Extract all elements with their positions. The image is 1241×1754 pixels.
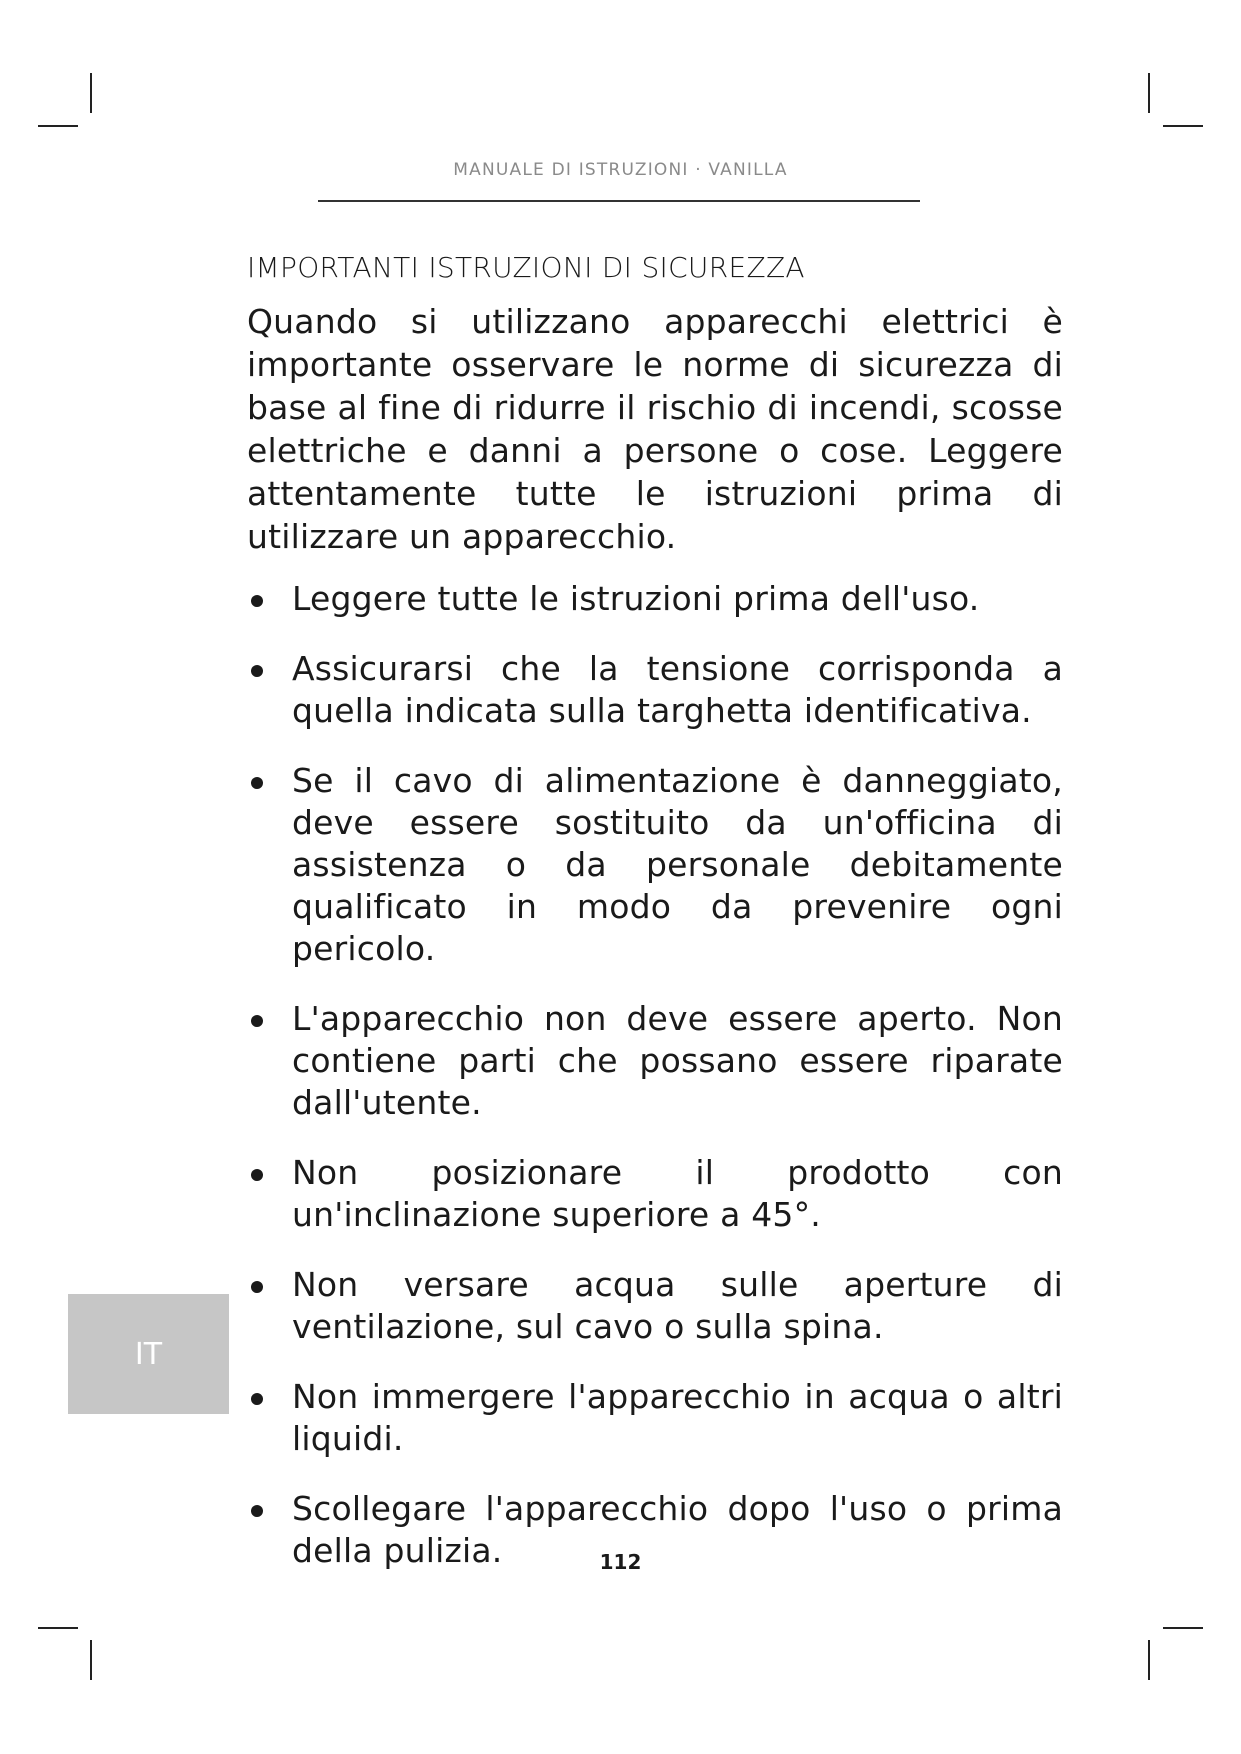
bullet-icon (251, 1505, 263, 1517)
list-item (247, 998, 1063, 1124)
list-item-text: Non versare acqua sulle aperture di ventilazione, sul cavo o sulla spina. (292, 1265, 1063, 1346)
list-item (247, 1264, 1063, 1348)
bullet-icon (251, 595, 263, 607)
list-item-text: Se il cavo di alimentazione è danneggiato, deve essere sostituito da un'officina di assistenza o da personale debitamente qualificato in modo da prevenire ogni pericolo. (292, 761, 1063, 968)
list-item (247, 1152, 1063, 1236)
bullet-icon (251, 1393, 263, 1405)
list-item (247, 1376, 1063, 1460)
list-item-text: Scollegare l'apparecchio dopo l'uso o prima della pulizia. (292, 1489, 1063, 1570)
list-item (247, 648, 1063, 732)
bullet-icon (251, 1169, 263, 1181)
safety-list (247, 578, 1063, 1572)
crop-mark (1163, 125, 1203, 127)
crop-mark (38, 125, 78, 127)
crop-mark (90, 73, 92, 113)
page-number: 112 (599, 1550, 642, 1574)
bullet-icon (251, 1015, 263, 1027)
list-item-text: Non posizionare il prodotto con un'inclinazione superiore a 45°. (292, 1153, 1063, 1234)
intro-paragraph: Quando si utilizzano apparecchi elettrici è importante osservare le norme di sicurezza di base al fine di ridurre il rischio di incendi, scosse elettriche e danni a persone o cose. Leggere attentamente tutte le istruzioni prima di utilizzare un apparecchio. (247, 302, 1063, 556)
language-tab: IT (68, 1294, 229, 1414)
main-content (247, 248, 1063, 1600)
bullet-icon (251, 665, 263, 677)
crop-mark (90, 1640, 92, 1680)
list-item (247, 578, 1063, 620)
list-item (247, 760, 1063, 970)
header-divider (318, 200, 920, 202)
crop-mark (1148, 73, 1150, 113)
bullet-icon (251, 1281, 263, 1293)
running-header: MANUALE DI ISTRUZIONI · VANILLA (453, 160, 788, 180)
crop-mark (38, 1627, 78, 1629)
bullet-icon (251, 777, 263, 789)
crop-mark (1163, 1627, 1203, 1629)
list-item-text: Leggere tutte le istruzioni prima dell'uso. (292, 579, 980, 618)
list-item-text: Assicurarsi che la tensione corrisponda a quella indicata sulla targhetta identificativa. (292, 649, 1063, 730)
section-title: IMPORTANTI ISTRUZIONI DI SICUREZZA (247, 251, 805, 284)
list-item-text: L'apparecchio non deve essere aperto. Non contiene parti che possano essere riparate dall'utente. (292, 999, 1063, 1122)
crop-mark (1148, 1640, 1150, 1680)
list-item-text: Non immergere l'apparecchio in acqua o altri liquidi. (292, 1377, 1063, 1458)
